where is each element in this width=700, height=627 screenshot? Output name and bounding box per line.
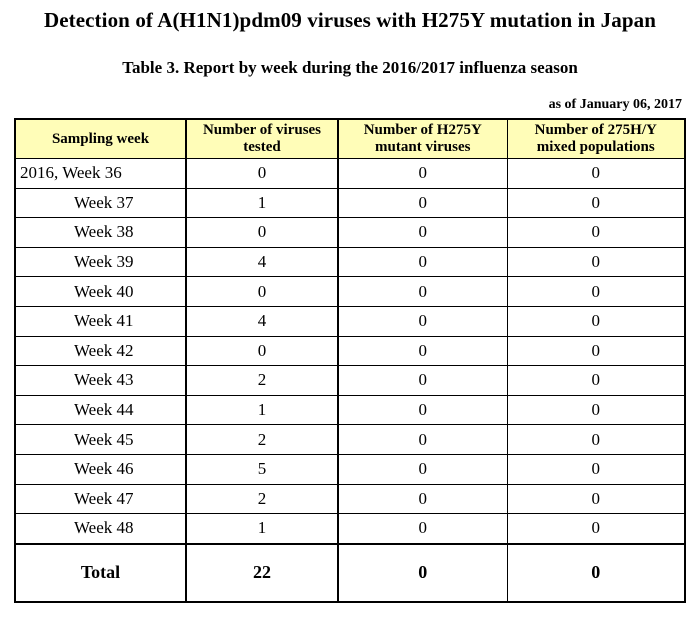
mixed-populations-cell: 0 (507, 484, 685, 514)
viruses-tested-cell: 4 (186, 247, 338, 277)
mixed-populations-cell: 0 (507, 395, 685, 425)
viruses-tested-cell: 0 (186, 277, 338, 307)
viruses-tested-cell: 2 (186, 366, 338, 396)
viruses-tested-cell: 0 (186, 336, 338, 366)
sampling-week-cell: Week 37 (15, 188, 186, 218)
total-row (15, 544, 685, 602)
as-of-date: as of January 06, 2017 (548, 97, 682, 112)
h275y-mutant-cell: 0 (338, 218, 507, 248)
table-row (15, 425, 685, 455)
h275y-mutant-cell: 0 (338, 247, 507, 277)
sampling-week-cell: Week 46 (15, 454, 186, 484)
table-row (15, 247, 685, 277)
total-mixed-populations: 0 (507, 544, 685, 602)
h275y-mutant-cell: 0 (338, 188, 507, 218)
mixed-populations-cell: 0 (507, 425, 685, 455)
mixed-populations-cell: 0 (507, 277, 685, 307)
header-line: Sampling week (51, 130, 150, 147)
sampling-week-cell: Week 45 (15, 425, 186, 455)
viruses-tested-cell: 1 (186, 514, 338, 544)
sampling-week-cell: Week 39 (15, 247, 186, 277)
sampling-week-cell: Week 44 (15, 395, 186, 425)
sampling-week-cell: Week 40 (15, 277, 186, 307)
h275y-mutant-cell: 0 (338, 366, 507, 396)
viruses-tested-cell: 1 (186, 188, 338, 218)
sampling-week-cell: Week 42 (15, 336, 186, 366)
sampling-week-cell: Week 43 (15, 366, 186, 396)
sampling-week-cell: 2016, Week 36 (15, 159, 186, 189)
table-row (15, 454, 685, 484)
h275y-mutant-cell: 0 (338, 395, 507, 425)
mixed-populations-cell: 0 (507, 514, 685, 544)
table-row (15, 395, 685, 425)
viruses-tested-cell: 0 (186, 159, 338, 189)
table-row (15, 514, 685, 544)
table-row (15, 336, 685, 366)
table-row (15, 306, 685, 336)
mixed-populations-cell: 0 (507, 218, 685, 248)
header-line: mutant viruses (375, 139, 471, 155)
viruses-tested-cell: 2 (186, 484, 338, 514)
page-title: Detection of A(H1N1)pdm09 viruses with H275Y mutation in Japan (43, 8, 657, 32)
header-line: Number of 275H/Y (534, 122, 657, 138)
viruses-tested-cell: 1 (186, 395, 338, 425)
col-header-viruses-tested (186, 119, 338, 159)
table-row (15, 188, 685, 218)
col-header-h275y-mutant (338, 119, 507, 159)
h275y-mutant-cell: 0 (338, 336, 507, 366)
sampling-week-cell: Week 41 (15, 306, 186, 336)
header-line: Number of viruses (202, 122, 322, 138)
table-caption: Table 3. Report by week during the 2016/2017 influenza season (122, 58, 578, 77)
h275y-mutant-cell: 0 (338, 159, 507, 189)
mixed-populations-cell: 0 (507, 188, 685, 218)
h275y-mutant-cell: 0 (338, 277, 507, 307)
total-label: Total (15, 544, 186, 602)
h275y-mutant-cell: 0 (338, 425, 507, 455)
mixed-populations-cell: 0 (507, 247, 685, 277)
table-header-row (15, 119, 685, 159)
mixed-populations-cell: 0 (507, 454, 685, 484)
table-row (15, 484, 685, 514)
mixed-populations-cell: 0 (507, 366, 685, 396)
header-line: mixed populations (536, 139, 655, 155)
table-row (15, 366, 685, 396)
viruses-tested-cell: 2 (186, 425, 338, 455)
col-header-sampling-week (15, 119, 186, 159)
sampling-week-cell: Week 47 (15, 484, 186, 514)
h275y-weekly-table (14, 118, 686, 603)
total-h275y-mutant: 0 (338, 544, 507, 602)
sampling-week-cell: Week 38 (15, 218, 186, 248)
table-row (15, 218, 685, 248)
table-row (15, 277, 685, 307)
mixed-populations-cell: 0 (507, 336, 685, 366)
mixed-populations-cell: 0 (507, 306, 685, 336)
h275y-mutant-cell: 0 (338, 514, 507, 544)
viruses-tested-cell: 5 (186, 454, 338, 484)
total-viruses-tested: 22 (186, 544, 338, 602)
viruses-tested-cell: 4 (186, 306, 338, 336)
table-row (15, 159, 685, 189)
col-header-mixed-populations (507, 119, 685, 159)
mixed-populations-cell: 0 (507, 159, 685, 189)
viruses-tested-cell: 0 (186, 218, 338, 248)
sampling-week-cell: Week 48 (15, 514, 186, 544)
header-line: tested (243, 139, 281, 155)
h275y-mutant-cell: 0 (338, 306, 507, 336)
h275y-mutant-cell: 0 (338, 454, 507, 484)
header-line: Number of H275Y (363, 122, 482, 138)
h275y-mutant-cell: 0 (338, 484, 507, 514)
